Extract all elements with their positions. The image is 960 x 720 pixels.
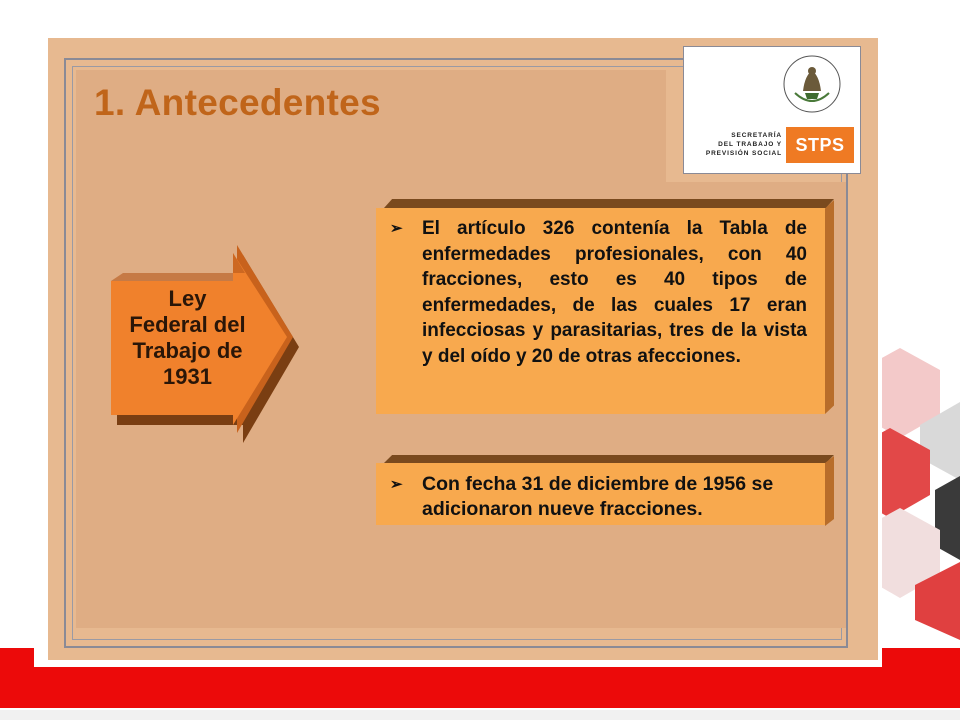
bullet-text: Con fecha 31 de diciembre de 1956 se adicionaron nueve fracciones.: [422, 473, 774, 520]
arrow-label-line: Ley: [168, 286, 207, 311]
box-bevel-top: [384, 199, 834, 208]
arrow-label-line: 1931: [163, 364, 212, 389]
dependency-line: DEL TRABAJO Y: [718, 141, 782, 148]
box-face: [376, 208, 825, 414]
dependency-name: [692, 131, 782, 158]
dependency-line: PREVISIÓN SOCIAL: [705, 150, 782, 157]
arrow-label: [110, 286, 265, 390]
text-box-1: [376, 199, 834, 415]
box-bevel-right: [825, 200, 834, 414]
text-box-2: [376, 455, 834, 527]
slide-title: 1. Antecedentes: [94, 82, 381, 123]
arrow-bullet-icon: ➢: [390, 476, 403, 493]
box-face: [376, 463, 825, 525]
stps-acronym: STPS: [786, 127, 854, 163]
stps-logo: [683, 46, 861, 174]
box-bevel-top: [384, 455, 834, 463]
arrow-label-line: Federal del: [129, 312, 246, 337]
arrow-bullet-icon: ➢: [390, 220, 403, 237]
bullet-item: [390, 216, 811, 370]
mexican-coat-of-arms-icon: [781, 53, 843, 117]
box-bevel-right: [825, 456, 834, 526]
dependency-line: SECRETARÍA: [731, 132, 782, 139]
arrow-label-line: Trabajo de: [132, 338, 243, 363]
bullet-item: [390, 472, 811, 522]
bullet-text: El artículo 326 contenía la Tabla de enfermedades profesionales, con 40 fracciones, esto es 40 tipos de enfermedades, de las cuales 17 eran infecciosas y parasitarias, tres de la vista y del oído y 20 de otras afecciones.: [422, 218, 807, 367]
footer-grey-strip: [0, 710, 960, 720]
